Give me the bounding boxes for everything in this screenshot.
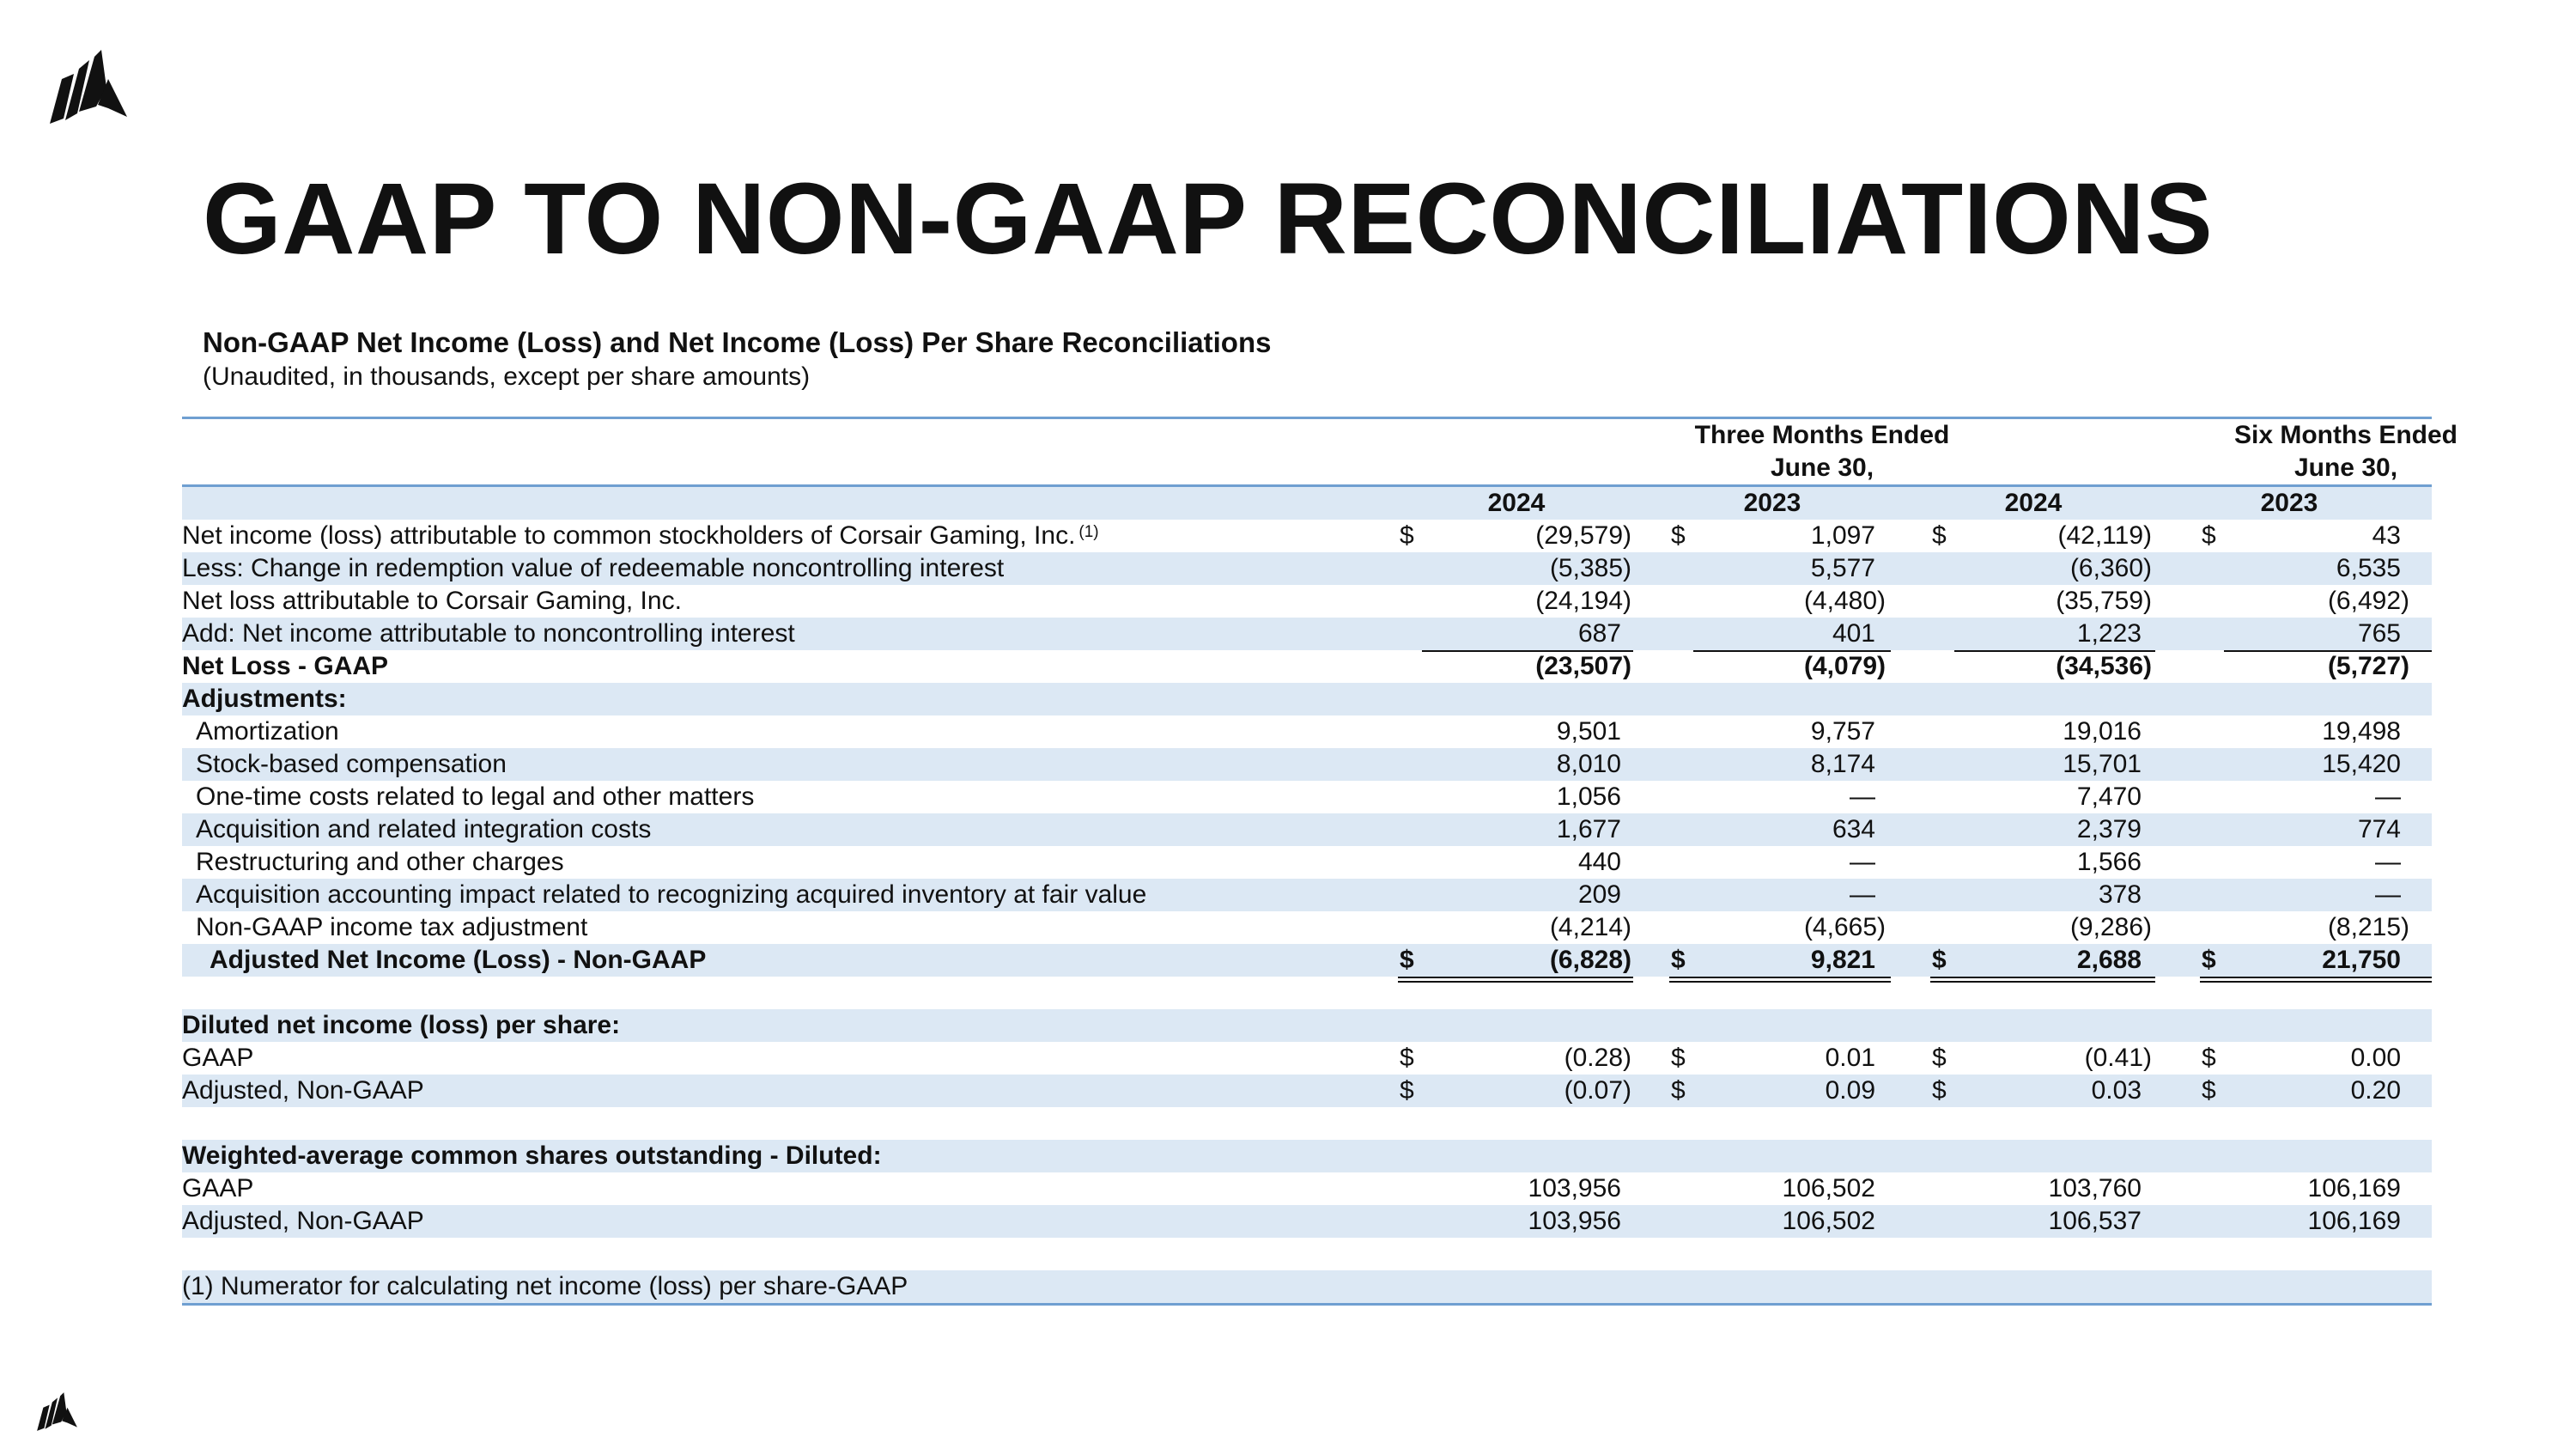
row-label xyxy=(196,813,651,846)
row-label-text: Net income (loss) attributable to common stockholders of Corsair Gaming, Inc. xyxy=(182,521,1076,550)
currency-symbol: $ xyxy=(1400,1044,1414,1072)
cell-value: 0.20 xyxy=(2350,1076,2401,1105)
currency-symbol: $ xyxy=(1671,946,1686,974)
row-label xyxy=(182,618,795,650)
table-row xyxy=(182,879,2432,911)
cell-value: 8,010 xyxy=(1556,750,1621,778)
cell-value: 1,566 xyxy=(2076,848,2142,876)
cell-value: 106,537 xyxy=(2048,1207,2142,1235)
currency-symbol: $ xyxy=(2202,521,2216,550)
cell-value: 0.00 xyxy=(2350,1044,2401,1072)
table-row xyxy=(182,1009,2432,1042)
table-row xyxy=(182,520,2432,552)
cell-value: 9,757 xyxy=(1810,717,1875,746)
table-row xyxy=(182,618,2432,650)
table-row xyxy=(182,1042,2432,1075)
row-label xyxy=(182,1172,253,1205)
cell-value: 7,470 xyxy=(2076,782,2142,811)
cell-value: 0.09 xyxy=(1825,1076,1875,1105)
cell-value: 440 xyxy=(1577,848,1621,876)
row-label-text: Adjusted, Non-GAAP xyxy=(182,1076,424,1105)
footnote-marker: (1) xyxy=(1078,523,1099,541)
cell-value: (4,665) xyxy=(1803,913,1886,941)
table-row xyxy=(182,944,2432,977)
section-title: Non-GAAP Net Income (Loss) and Net Income (Loss) Per Share Reconciliations xyxy=(203,326,1272,358)
year-col-1: 2024 xyxy=(1487,489,1546,517)
table-row xyxy=(182,911,2432,944)
cell-value: 106,169 xyxy=(2307,1174,2401,1202)
row-label xyxy=(196,879,1146,911)
cell-value: 1,677 xyxy=(1556,815,1621,843)
currency-symbol: $ xyxy=(1932,521,1947,550)
cell-value: (29,579) xyxy=(1535,521,1631,550)
cell-value: 106,502 xyxy=(1782,1174,1875,1202)
cell-value: (6,492) xyxy=(2327,587,2409,615)
cell-value: 15,420 xyxy=(2322,750,2401,778)
table-row xyxy=(182,781,2432,813)
cell-value: (6,360) xyxy=(2069,554,2152,582)
cell-value: 19,498 xyxy=(2322,717,2401,746)
currency-symbol: $ xyxy=(1400,521,1414,550)
year-header-row xyxy=(182,487,2432,520)
row-label xyxy=(196,781,754,813)
cell-value: — xyxy=(1850,880,1875,909)
cell-value: 21,750 xyxy=(2322,946,2401,974)
cell-value: 19,016 xyxy=(2063,717,2142,746)
cell-value: 8,174 xyxy=(1810,750,1875,778)
table-row xyxy=(182,683,2432,715)
row-label-text: Acquisition and related integration costs xyxy=(196,815,652,843)
cell-value: 634 xyxy=(1832,815,1875,843)
cell-value: 774 xyxy=(2357,815,2401,843)
row-label xyxy=(182,552,1004,585)
currency-symbol: $ xyxy=(1400,1076,1414,1105)
cell-value: (42,119) xyxy=(2057,521,2152,550)
currency-symbol: $ xyxy=(1932,1076,1947,1105)
table-row xyxy=(182,1270,2432,1303)
cell-value: (23,507) xyxy=(1535,652,1631,680)
corsair-logo-icon xyxy=(45,45,131,131)
currency-symbol: $ xyxy=(1671,521,1686,550)
table-row xyxy=(182,748,2432,781)
row-label xyxy=(182,585,682,618)
header-line2: June 30, xyxy=(1770,454,1874,482)
cell-value: 15,701 xyxy=(2063,750,2142,778)
row-label xyxy=(182,1205,424,1238)
corsair-logo-small-icon xyxy=(34,1390,79,1434)
row-label xyxy=(182,1140,882,1172)
row-label-text: Less: Change in redemption value of redeemable noncontrolling interest xyxy=(182,554,1005,582)
cell-value: (35,759) xyxy=(2056,587,2152,615)
currency-symbol: $ xyxy=(1932,946,1947,974)
cell-value: 106,502 xyxy=(1782,1207,1875,1235)
currency-symbol: $ xyxy=(1671,1044,1686,1072)
table-row xyxy=(182,846,2432,879)
table-row xyxy=(182,1140,2432,1172)
header-line1: Three Months Ended xyxy=(1694,421,1950,449)
cell-value: 6,535 xyxy=(2336,554,2401,582)
row-label-text: Adjusted Net Income (Loss) - Non-GAAP xyxy=(210,946,707,974)
cell-value: — xyxy=(1850,848,1875,876)
table-row xyxy=(182,1107,2432,1140)
row-label xyxy=(196,748,507,781)
row-label xyxy=(210,944,706,977)
cell-value: (0.07) xyxy=(1564,1076,1631,1105)
table-row xyxy=(182,1075,2432,1107)
currency-symbol: $ xyxy=(1671,1076,1686,1105)
row-label xyxy=(196,911,587,944)
row-label-text: Net Loss - GAAP xyxy=(182,652,389,680)
row-label-text: One-time costs related to legal and other matters xyxy=(196,782,755,811)
reconciliation-table xyxy=(182,417,2458,1306)
year-col-2: 2023 xyxy=(1743,489,1801,517)
table-row xyxy=(182,715,2432,748)
cell-value: (34,536) xyxy=(2056,652,2152,680)
table-row xyxy=(182,650,2432,683)
table-body xyxy=(182,520,2432,1303)
table-group-header xyxy=(182,419,2458,484)
cell-value: 1,056 xyxy=(1556,782,1621,811)
row-label xyxy=(182,520,1099,552)
page-title: GAAP TO NON-GAAP RECONCILIATIONS xyxy=(203,162,2214,276)
row-label xyxy=(182,1075,424,1107)
cell-value: (4,079) xyxy=(1803,652,1886,680)
row-label-text: Amortization xyxy=(196,717,339,746)
row-label-text: GAAP xyxy=(182,1174,254,1202)
cell-value: (9,286) xyxy=(2069,913,2152,941)
row-label xyxy=(196,715,339,748)
currency-symbol: $ xyxy=(2202,946,2216,974)
row-label xyxy=(182,683,347,715)
currency-symbol: $ xyxy=(2202,1044,2216,1072)
cell-value: (0.28) xyxy=(1564,1044,1631,1072)
table-row xyxy=(182,1172,2432,1205)
cell-value: 1,097 xyxy=(1810,521,1875,550)
cell-value: 43 xyxy=(2372,521,2401,550)
cell-value: 103,760 xyxy=(2048,1174,2142,1202)
row-label-text: Diluted net income (loss) per share: xyxy=(182,1011,621,1039)
year-col-4: 2023 xyxy=(2260,489,2318,517)
cell-value: (6,828) xyxy=(1549,946,1631,974)
cell-value: (0.41) xyxy=(2084,1044,2152,1072)
currency-symbol: $ xyxy=(2202,1076,2216,1105)
cell-value: (5,385) xyxy=(1549,554,1631,582)
cell-value: — xyxy=(2375,848,2401,876)
header-line1: Six Months Ended xyxy=(2233,421,2458,449)
table-row xyxy=(182,813,2432,846)
row-label-text: Add: Net income attributable to noncontrolling interest xyxy=(182,619,795,648)
cell-value: 401 xyxy=(1832,619,1875,648)
row-label-text: Stock-based compensation xyxy=(196,750,507,778)
cell-value: 103,956 xyxy=(1528,1207,1621,1235)
row-label xyxy=(196,846,564,879)
cell-value: (4,480) xyxy=(1803,587,1886,615)
year-col-3: 2024 xyxy=(2004,489,2063,517)
currency-symbol: $ xyxy=(1932,1044,1947,1072)
cell-value: (24,194) xyxy=(1535,587,1631,615)
table-row xyxy=(182,977,2432,1009)
table-row xyxy=(182,552,2432,585)
header-line2: June 30, xyxy=(2293,454,2398,482)
row-label-text: (1) Numerator for calculating net income (loss) per share-GAAP xyxy=(182,1272,908,1300)
row-label xyxy=(182,1009,620,1042)
cell-value: — xyxy=(1850,782,1875,811)
cell-value: 9,501 xyxy=(1556,717,1621,746)
row-label-text: Weighted-average common shares outstanding - Diluted: xyxy=(182,1142,882,1170)
cell-value: (5,727) xyxy=(2327,652,2409,680)
cell-value: 2,688 xyxy=(2076,946,2142,974)
table-row xyxy=(182,1238,2432,1270)
cell-value: 103,956 xyxy=(1528,1174,1621,1202)
cell-value: 1,223 xyxy=(2076,619,2142,648)
cell-value: — xyxy=(2375,880,2401,909)
row-label-text: Acquisition accounting impact related to recognizing acquired inventory at fair value xyxy=(196,880,1147,909)
cell-value: (4,214) xyxy=(1549,913,1631,941)
row-label-text: Adjusted, Non-GAAP xyxy=(182,1207,424,1235)
cell-value: 209 xyxy=(1577,880,1621,909)
cell-value: 765 xyxy=(2357,619,2401,648)
cell-value: 0.01 xyxy=(1825,1044,1875,1072)
cell-value: (8,215) xyxy=(2327,913,2409,941)
cell-value: 9,821 xyxy=(1810,946,1875,974)
row-label-text: Net loss attributable to Corsair Gaming, Inc. xyxy=(182,587,682,615)
table-row xyxy=(182,1205,2432,1238)
row-label-text: Restructuring and other charges xyxy=(196,848,564,876)
cell-value: 0.03 xyxy=(2091,1076,2142,1105)
cell-value: — xyxy=(2375,782,2401,811)
cell-value: 106,169 xyxy=(2307,1207,2401,1235)
table-row xyxy=(182,585,2432,618)
row-label xyxy=(182,1042,253,1075)
cell-value: 2,379 xyxy=(2076,815,2142,843)
six-months-header xyxy=(2028,419,2576,484)
row-label xyxy=(182,650,388,683)
cell-value: 687 xyxy=(1577,619,1621,648)
row-label-text: Adjustments: xyxy=(182,685,347,713)
cell-value: 5,577 xyxy=(1810,554,1875,582)
cell-value: 378 xyxy=(2098,880,2142,909)
row-label-text: GAAP xyxy=(182,1044,254,1072)
section-note: (Unaudited, in thousands, except per share amounts) xyxy=(203,362,811,391)
table-bottom-rule xyxy=(182,1303,2432,1306)
currency-symbol: $ xyxy=(1400,946,1414,974)
row-label xyxy=(182,1270,908,1303)
row-label-text: Non-GAAP income tax adjustment xyxy=(196,913,588,941)
